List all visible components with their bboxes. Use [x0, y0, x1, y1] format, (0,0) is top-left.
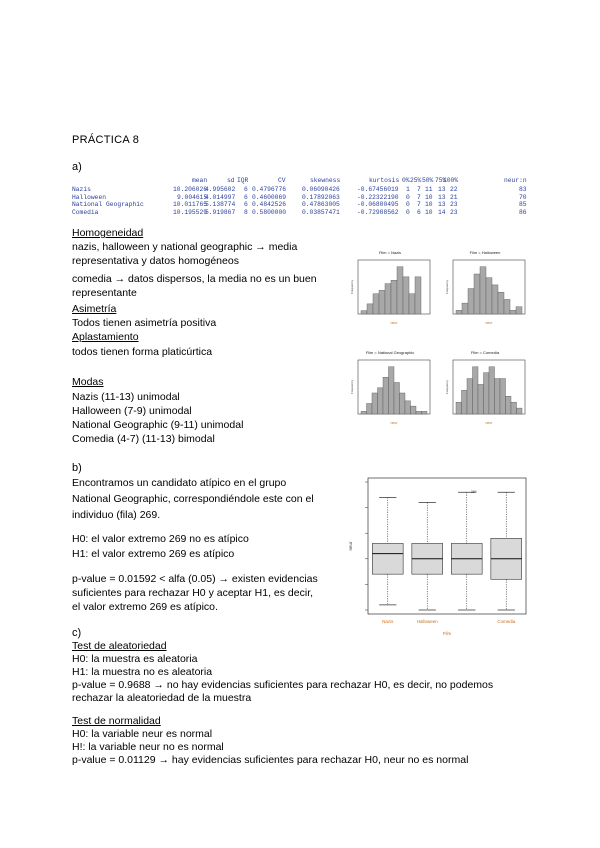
stats-row-label: Comedia [72, 208, 99, 216]
stats-header-cell: neur:n [504, 177, 527, 184]
boxplot-ylabel: neur [348, 541, 353, 551]
histogram-bar [372, 393, 378, 414]
stats-cell: 10.206026 [173, 186, 208, 193]
stats-cell: 10 [425, 201, 433, 209]
stats-header-cell: 100% [443, 177, 459, 184]
histogram-bar [385, 284, 391, 314]
histogram-title: Film = Comedia [470, 350, 500, 355]
stats-row-label: Halloween [72, 193, 107, 201]
histogram-bar [400, 393, 406, 414]
stats-cell: 14 [438, 208, 446, 216]
stats-cell: 11 [425, 186, 433, 193]
histogram-xlabel: neur [390, 421, 398, 425]
stats-cell: 0.5800000 [252, 208, 287, 216]
histogram-bar [411, 406, 417, 414]
conclusion-line: suficientes para rechazar H0 y aceptar H1, es decir, [72, 587, 314, 599]
modas-line: Comedia (4-7) (11-13) bimodal [72, 433, 215, 445]
histogram-bar [516, 307, 522, 314]
conclusion-line: p-value = 0.01592 < alfa (0.05) → existen evidencias [72, 573, 318, 585]
boxplot-xlabel: Film [442, 631, 452, 636]
stats-header-cell: 25% [410, 177, 422, 184]
histogram-bar [379, 290, 385, 314]
stats-cell: 23 [450, 208, 458, 216]
stats-cell: 85 [519, 201, 527, 209]
stats-cell: 21 [450, 193, 458, 201]
histogram-bar [489, 367, 495, 414]
stats-cell: 10.011765 [173, 201, 208, 209]
histogram-bar [500, 379, 506, 414]
stats-cell: 9.004615 [177, 193, 208, 201]
histogram-bar [495, 379, 501, 414]
histogram-bar [405, 401, 411, 414]
histogram-bar [416, 411, 422, 414]
stats-cell: 0.47863005 [302, 201, 340, 209]
histogram-bar [462, 390, 468, 414]
modas-line: National Geographic (9-11) unimodal [72, 419, 244, 431]
stats-cell: 13 [438, 201, 446, 209]
histogram-bar [467, 379, 473, 414]
modas-heading: Modas [72, 376, 104, 388]
normalidad-heading: Test de normalidad [72, 715, 161, 727]
stats-cell: 0.17892063 [302, 193, 340, 201]
stats-header-cell: kurtosis [369, 177, 400, 184]
histogram-bar [504, 299, 510, 314]
histogram-ylabel: Frequency [350, 379, 354, 395]
histogram-ylabel: Frequency [445, 279, 449, 295]
aleatoriedad-line: H1: la muestra no es aleatoria [72, 666, 213, 678]
stats-cell: 10.195529 [173, 208, 208, 216]
stats-cell: -0.72988562 [357, 208, 399, 216]
histogram-bar [361, 311, 367, 314]
histogram-title: Film = Nazis [378, 250, 402, 255]
stats-cell: 0.4842526 [252, 201, 287, 209]
stats-cell: -0.06800495 [357, 201, 399, 209]
histogram-bar [415, 277, 421, 314]
homogeneidad-line: nazis, halloween y national geographic → media [72, 241, 298, 253]
aleatoriedad-line: H0: la muestra es aleatoria [72, 653, 198, 665]
histogram-bar [484, 373, 490, 414]
stats-cell: 13 [438, 186, 446, 193]
aleatoriedad-heading: Test de aleatoriedad [72, 640, 167, 652]
stats-table [72, 177, 532, 219]
stats-header-cell: 75% [435, 177, 447, 184]
section-a-label: a) [72, 161, 82, 173]
stats-cell: 5.138774 [205, 201, 236, 209]
section-b-line: National Geographic, correspondiéndole este con el [72, 493, 314, 505]
asimetria-heading: Asimetría [72, 303, 117, 315]
boxplot-xtick-label: Halloween [416, 619, 438, 624]
h1-text: H1: el valor extremo 269 es atípico [72, 548, 235, 560]
page-title: PRÁCTICA 8 [72, 134, 140, 146]
homogeneidad-line: representante [72, 287, 137, 299]
stats-row-label: National Geographic [72, 201, 144, 209]
histogram-bar [478, 384, 484, 414]
histogram-bar [468, 289, 474, 314]
histogram-bar [373, 294, 379, 314]
homogeneidad-line: comedia → datos dispersos, la media no es un buen [72, 273, 317, 285]
stats-cell: 10 [425, 208, 433, 216]
stats-header-cell: 50% [422, 177, 434, 184]
stats-cell: 22 [450, 186, 458, 193]
stats-cell: 83 [519, 186, 527, 193]
modas-line: Halloween (7-9) unimodal [72, 405, 192, 417]
histogram-bar [378, 388, 384, 414]
histogram-xlabel: neur [485, 421, 493, 425]
stats-header-cell: sd [227, 177, 235, 184]
stats-cell: 0 [406, 208, 410, 216]
histogram-bar [498, 292, 504, 314]
stats-cell: 0.4600069 [252, 193, 287, 201]
stats-cell: 6 [244, 201, 248, 209]
histogram-bar [474, 274, 480, 314]
boxplot-annotation: 269 [470, 490, 477, 495]
aleatoriedad-line: p-value = 0.9688 → no hay evidencias suficientes para rechazar H0, es decir, no podemos [72, 679, 494, 691]
aplastamiento-heading: Aplastamiento [72, 331, 139, 343]
conclusion-line: el valor extremo 269 es atípico. [72, 601, 218, 613]
histogram-title: Film = Halloween [469, 250, 501, 255]
stats-header-cell: CV [278, 177, 286, 184]
histogram-bar [383, 377, 389, 414]
stats-cell: 7 [417, 201, 421, 209]
stats-cell: 6 [244, 193, 248, 201]
histogram-bar [456, 310, 462, 314]
histogram-bar [510, 310, 516, 314]
histogram-xlabel: neur [390, 321, 398, 325]
histogram-bar [480, 267, 486, 314]
histogram-bar [391, 280, 397, 314]
homogeneidad-line: representativa y datos homogéneos [72, 255, 239, 267]
histogram-bar [517, 408, 523, 414]
histogram-bar [511, 402, 517, 414]
stats-cell: -0.67456019 [357, 186, 399, 193]
stats-cell: 70 [519, 193, 527, 201]
stats-header-cell: mean [192, 177, 208, 184]
h0-text: H0: el valor extremo 269 no es atípico [72, 533, 249, 545]
histogram-bar [361, 411, 367, 414]
section-b-line: Encontramos un candidato atípico en el grupo [72, 477, 287, 489]
stats-cell: 13 [438, 193, 446, 201]
histogram-bar [409, 294, 415, 314]
histogram-bar [486, 278, 492, 314]
histogram-bar [397, 267, 403, 314]
section-c-label: c) [72, 627, 82, 639]
histogram-bar [492, 285, 498, 314]
stats-cell: 23 [450, 201, 458, 209]
stats-cell: 86 [519, 208, 527, 216]
normalidad-line: H!: la variable neur no es normal [72, 741, 224, 753]
stats-header-cell: 0% [402, 177, 410, 184]
stats-cell: 7 [417, 193, 421, 201]
asimetria-text: Todos tienen asimetría positiva [72, 317, 217, 329]
histogram-ylabel: Frequency [445, 379, 449, 395]
stats-cell: 0 [406, 193, 410, 201]
stats-row-label: Nazis [72, 186, 91, 193]
stats-header-cell: skewness [310, 177, 341, 184]
stats-cell: 4.014997 [205, 193, 236, 201]
section-b-label: b) [72, 462, 82, 474]
homogeneidad-heading: Homogeneidad [72, 227, 144, 239]
histogram-xlabel: neur [485, 321, 493, 325]
histogram-ylabel: Frequency [350, 279, 354, 295]
stats-header-cell: IQR [237, 177, 249, 184]
histogram-bar [403, 277, 409, 314]
stats-cell: 4.995602 [205, 186, 236, 193]
boxplot-xtick-label: Nazis [382, 619, 394, 624]
histogram-bar [422, 411, 428, 414]
stats-cell: 5.919867 [205, 208, 236, 216]
stats-cell: 1 [406, 186, 410, 193]
histogram-bar [456, 402, 462, 414]
boxplot-box [372, 543, 403, 574]
stats-cell: 0 [406, 201, 410, 209]
stats-cell: 10 [425, 193, 433, 201]
stats-cell: -0.22322190 [357, 193, 399, 201]
stats-cell: 6 [244, 186, 248, 193]
stats-cell: 7 [417, 186, 421, 193]
histogram-panel [340, 246, 530, 438]
stats-cell: 0.4796776 [252, 186, 287, 193]
histogram-title: Film = National Geographic [365, 350, 415, 355]
stats-cell: 0.03857471 [302, 208, 340, 216]
histogram-bar [367, 403, 373, 414]
histogram-bar [506, 396, 512, 414]
histogram-bar [473, 367, 479, 414]
aleatoriedad-line: rechazar la aleatoriedad de la muestra [72, 692, 252, 704]
boxplot-xtick-label: Comedia [497, 619, 516, 624]
modas-line: Nazis (11-13) unimodal [72, 391, 180, 403]
normalidad-line: H0: la variable neur es normal [72, 728, 213, 740]
aplastamiento-text: todos tienen forma platicúrtica [72, 346, 213, 358]
stats-cell: 0.06090426 [302, 186, 340, 193]
boxplot-chart [340, 472, 530, 642]
stats-cell: 6 [417, 208, 421, 216]
stats-cell: 8 [244, 208, 248, 216]
section-b-line: individuo (fila) 269. [72, 509, 161, 521]
histogram-bar [394, 382, 400, 414]
normalidad-line: p-value = 0.01129 → hay evidencias suficientes para rechazar H0, neur no es normal [72, 754, 469, 766]
histogram-bar [389, 367, 395, 414]
histogram-bar [462, 303, 468, 314]
histogram-bar [367, 304, 373, 314]
